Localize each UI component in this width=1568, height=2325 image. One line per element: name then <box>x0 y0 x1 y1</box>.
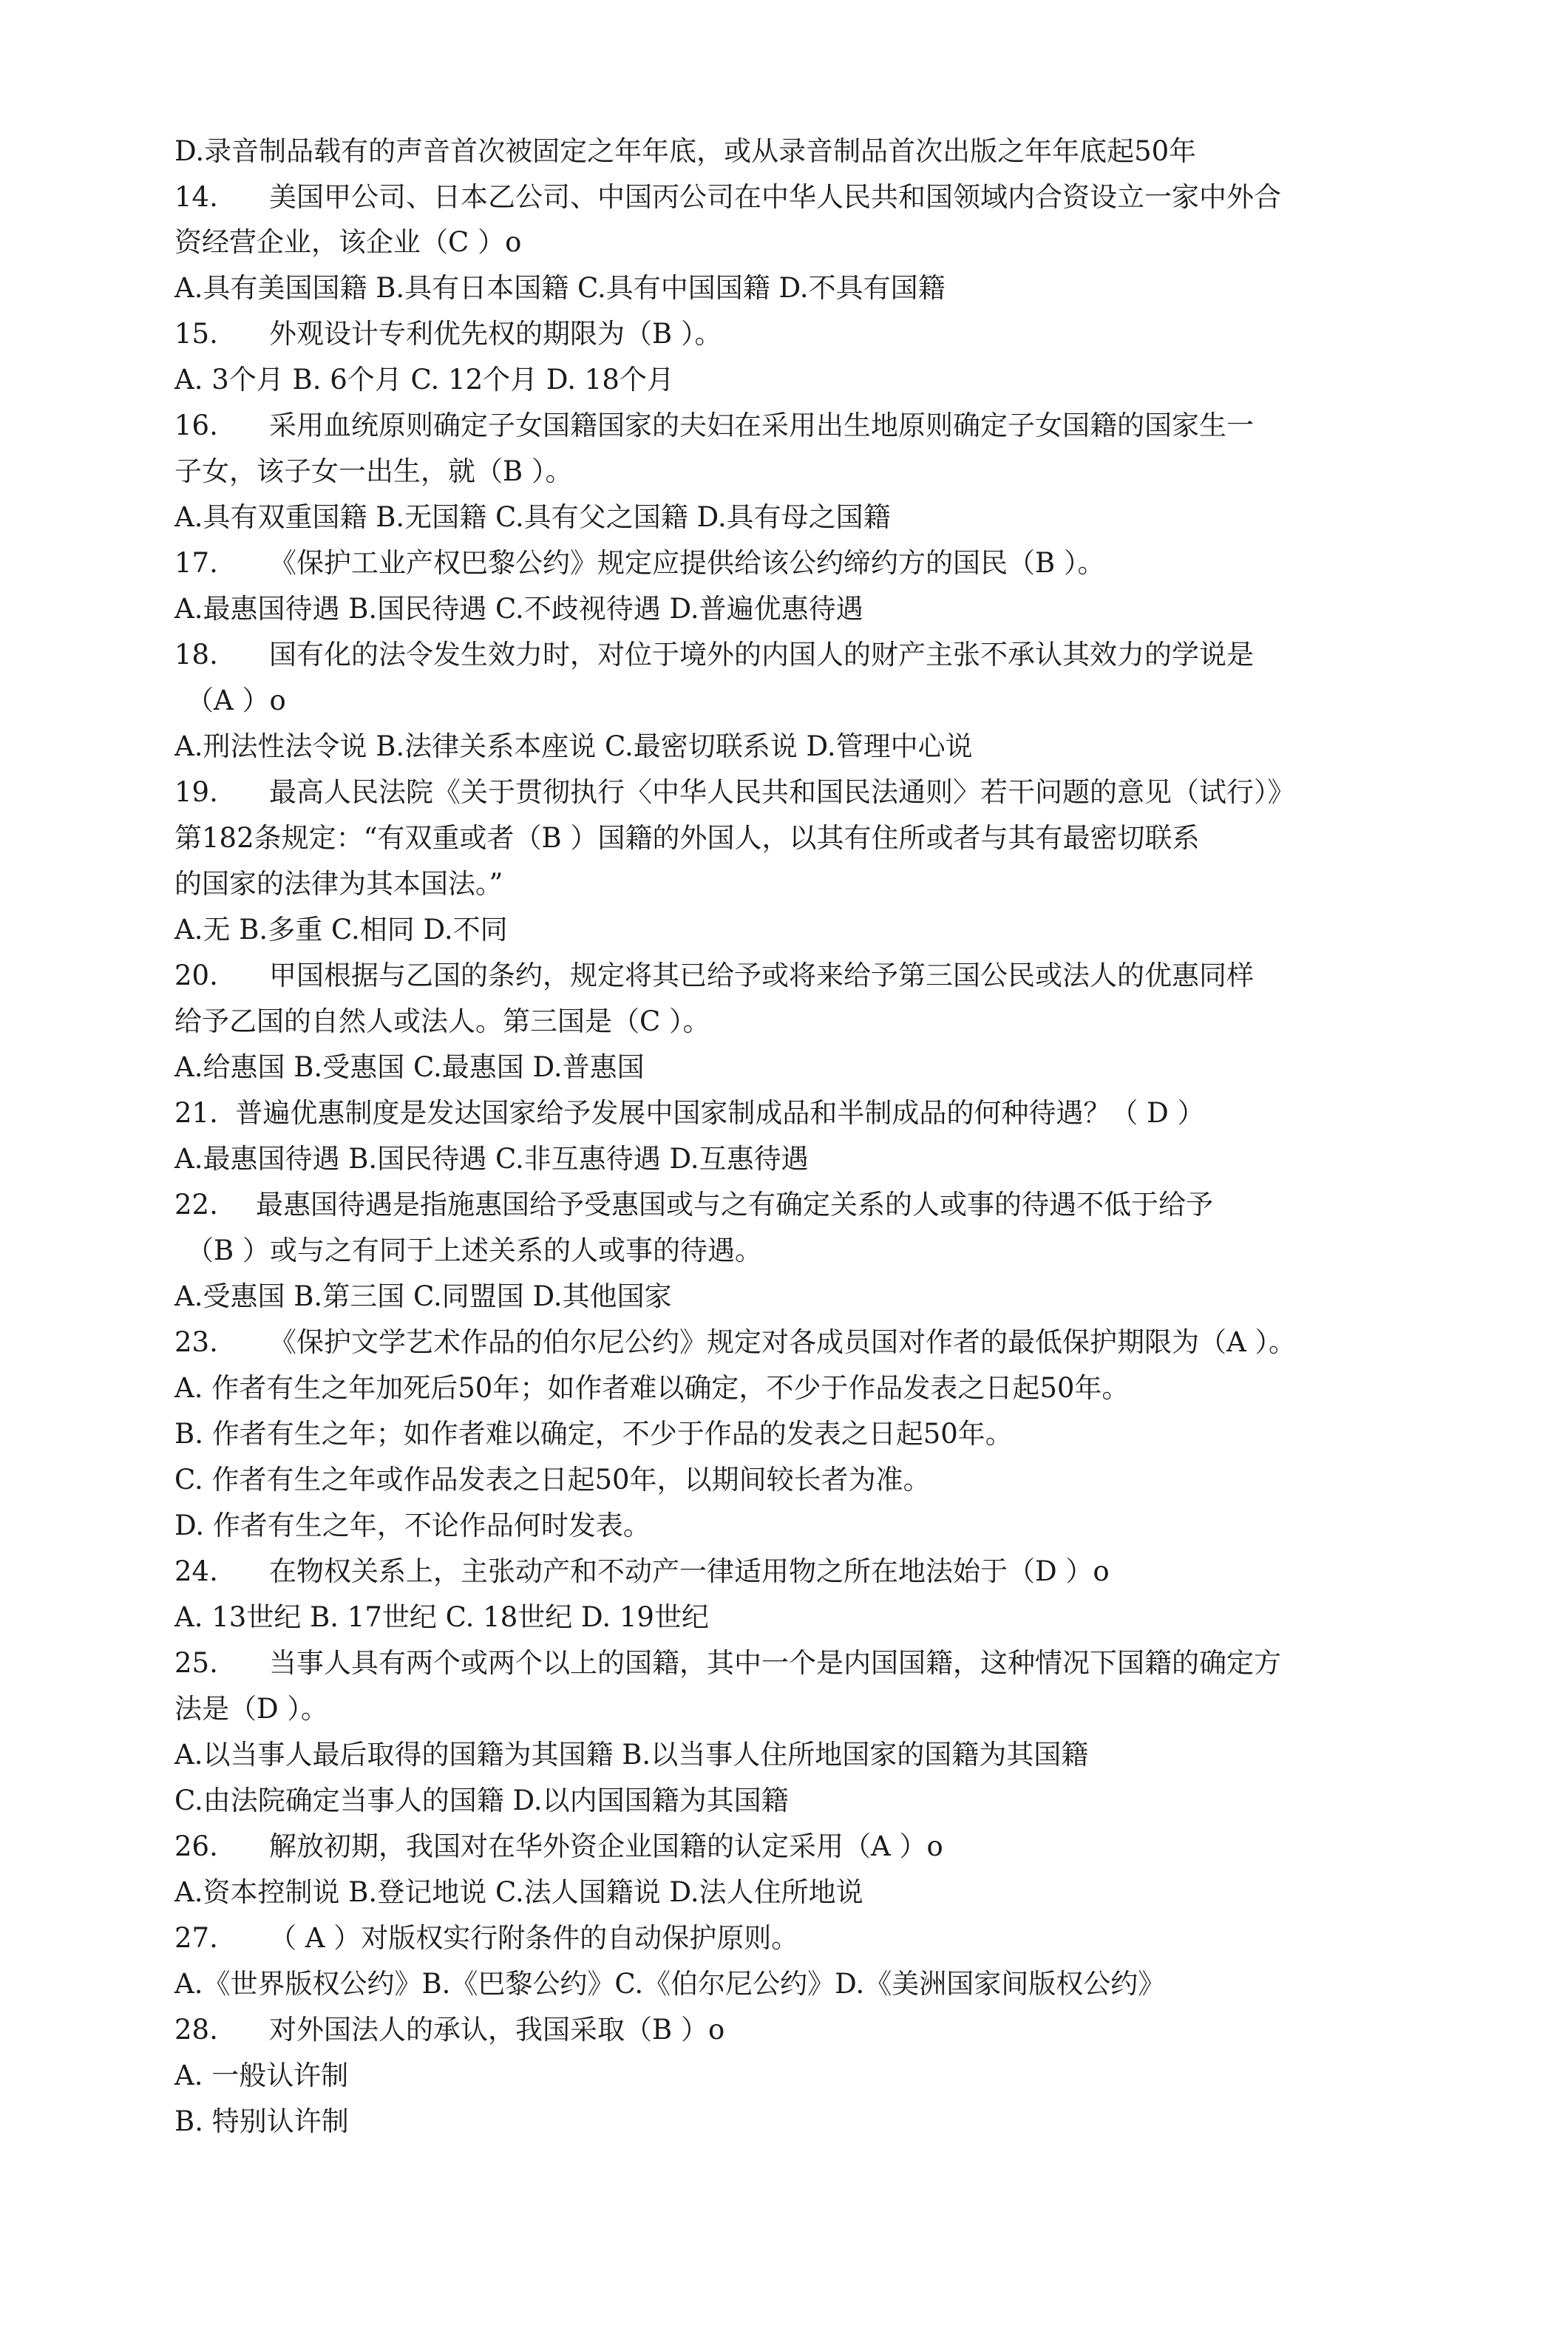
question-number: 21. <box>174 1097 218 1129</box>
question-26: 26. 解放初期，我国对在华外资企业国籍的认定采用（A ）o <box>174 1828 943 1865</box>
answer-options: A. 3个月 B. 6个月 C. 12个月 D. 18个月 <box>174 364 674 396</box>
text-line: （A ）o <box>186 685 286 716</box>
answer-option: B. 作者有生之年；如作者难以确定，不少于作品的发表之日起50年。 <box>174 1418 1013 1450</box>
answer-options: C.由法院确定当事人的国籍 D.以内国国籍为其国籍 <box>174 1785 789 1816</box>
question-25: 25. 当事人具有两个或两个以上的国籍，其中一个是内国国籍，这种情况下国籍的确定方 <box>174 1645 1281 1682</box>
question-number: 23. <box>174 1326 218 1358</box>
question-28: 28. 对外国法人的承认，我国采取（B ）o <box>174 2012 724 2049</box>
answer-option: D. 作者有生之年，不论作品何时发表。 <box>174 1510 651 1541</box>
question-number: 26. <box>174 1830 218 1862</box>
question-14: 14. 美国甲公司、日本乙公司、中国丙公司在中华人民共和国领域内合资设立一家中外合 <box>174 179 1281 216</box>
question-number: 28. <box>174 2014 218 2046</box>
answer-option: A. 一般认许制 <box>174 2060 349 2091</box>
answer-options: A.无 B.多重 C.相同 D.不同 <box>174 914 508 946</box>
answer-options: A. 13世纪 B. 17世纪 C. 18世纪 D. 19世纪 <box>174 1601 709 1633</box>
answer-options: A.给惠国 B.受惠国 C.最惠国 D.普惠国 <box>174 1051 645 1083</box>
question-15: 15. 外观设计专利优先权的期限为（B ）。 <box>174 316 722 353</box>
question-20: 20. 甲国根据与乙国的条约，规定将其已给予或将来给予第三国公民或法人的优惠同样 <box>174 957 1254 994</box>
question-number: 17. <box>174 547 218 579</box>
text-line: 第182条规定：“有双重或者（B ）国籍的外国人，以其有住所或者与其有最密切联系 <box>174 822 1200 854</box>
question-18: 18. 国有化的法令发生效力时，对位于境外的内国人的财产主张不承认其效力的学说是 <box>174 637 1254 673</box>
question-number: 27. <box>174 1922 218 1954</box>
text-line: D.录音制品载有的声音首次被固定之年年底，或从录音制品首次出版之年年底起50年 <box>174 135 1197 167</box>
answer-options: A.《世界版权公约》B.《巴黎公约》C.《伯尔尼公约》D.《美洲国家间版权公约》 <box>174 1968 1166 2000</box>
question-number: 22. <box>174 1189 218 1221</box>
answer-options: A.最惠国待遇 B.国民待遇 C.非互惠待遇 D.互惠待遇 <box>174 1143 809 1175</box>
question-number: 20. <box>174 960 218 991</box>
question-22: 22. 最惠国待遇是指施惠国给予受惠国或与之有确定关系的人或事的待遇不低于给予 <box>174 1187 1213 1223</box>
question-number: 18. <box>174 639 218 671</box>
answer-options: A.刑法性法令说 B.法律关系本座说 C.最密切联系说 D.管理中心说 <box>174 730 973 762</box>
question-19: 19. 最高人民法院《关于贯彻执行〈中华人民共和国民法通则〉若干问题的意见（试行）》 <box>174 774 1295 811</box>
text-line: 资经营企业，该企业（C ）o <box>174 226 522 258</box>
answer-options: A.以当事人最后取得的国籍为其国籍 B.以当事人住所地国家的国籍为其国籍 <box>174 1739 1089 1771</box>
question-17: 17. 《保护工业产权巴黎公约》规定应提供给该公约缔约方的国民（B ）。 <box>174 545 1104 582</box>
question-24: 24. 在物权关系上，主张动产和不动产一律适用物之所在地法始于（D ）o <box>174 1553 1110 1590</box>
question-27: 27. （ A ）对版权实行附条件的自动保护原则。 <box>174 1920 798 1957</box>
answer-options: A.最惠国待遇 B.国民待遇 C.不歧视待遇 D.普遍优惠待遇 <box>174 593 863 625</box>
question-number: 19. <box>174 776 218 808</box>
question-number: 25. <box>174 1647 218 1679</box>
question-number: 16. <box>174 410 218 441</box>
text-line: 子女，该子女一出生，就（B ）。 <box>174 455 573 487</box>
text-line: （B ）或与之有同于上述关系的人或事的待遇。 <box>186 1235 762 1266</box>
question-16: 16. 采用血统原则确定子女国籍国家的夫妇在采用出生地原则确定子女国籍的国家生一 <box>174 407 1254 444</box>
answer-options: A.具有美国国籍 B.具有日本国籍 C.具有中国国籍 D.不具有国籍 <box>174 272 946 304</box>
answer-options: A.资本控制说 B.登记地说 C.法人国籍说 D.法人住所地说 <box>174 1876 863 1908</box>
question-23: 23. 《保护文学艺术作品的伯尔尼公约》规定对各成员国对作者的最低保护期限为（A ）。 <box>174 1324 1296 1361</box>
question-number: 14. <box>174 181 218 213</box>
answer-option: B. 特别认许制 <box>174 2105 349 2137</box>
text-line: 的国家的法律为其本国法。” <box>174 868 503 900</box>
text-line: 给予乙国的自然人或法人。第三国是（C ）。 <box>174 1005 710 1037</box>
answer-option: C. 作者有生之年或作品发表之日起50年，以期间较长者为准。 <box>174 1464 931 1496</box>
question-21: 21. 普遍优惠制度是发达国家给予发展中国家制成品和半制成品的何种待遇？（ D ） <box>174 1097 1205 1129</box>
answer-option: A. 作者有生之年加死后50年；如作者难以确定，不少于作品发表之日起50年。 <box>174 1372 1130 1404</box>
answer-options: A.受惠国 B.第三国 C.同盟国 D.其他国家 <box>174 1280 672 1312</box>
text-line: 法是（D ）。 <box>174 1693 328 1725</box>
answer-options: A.具有双重国籍 B.无国籍 C.具有父之国籍 D.具有母之国籍 <box>174 501 891 533</box>
question-number: 15. <box>174 318 218 350</box>
question-number: 24. <box>174 1555 218 1587</box>
